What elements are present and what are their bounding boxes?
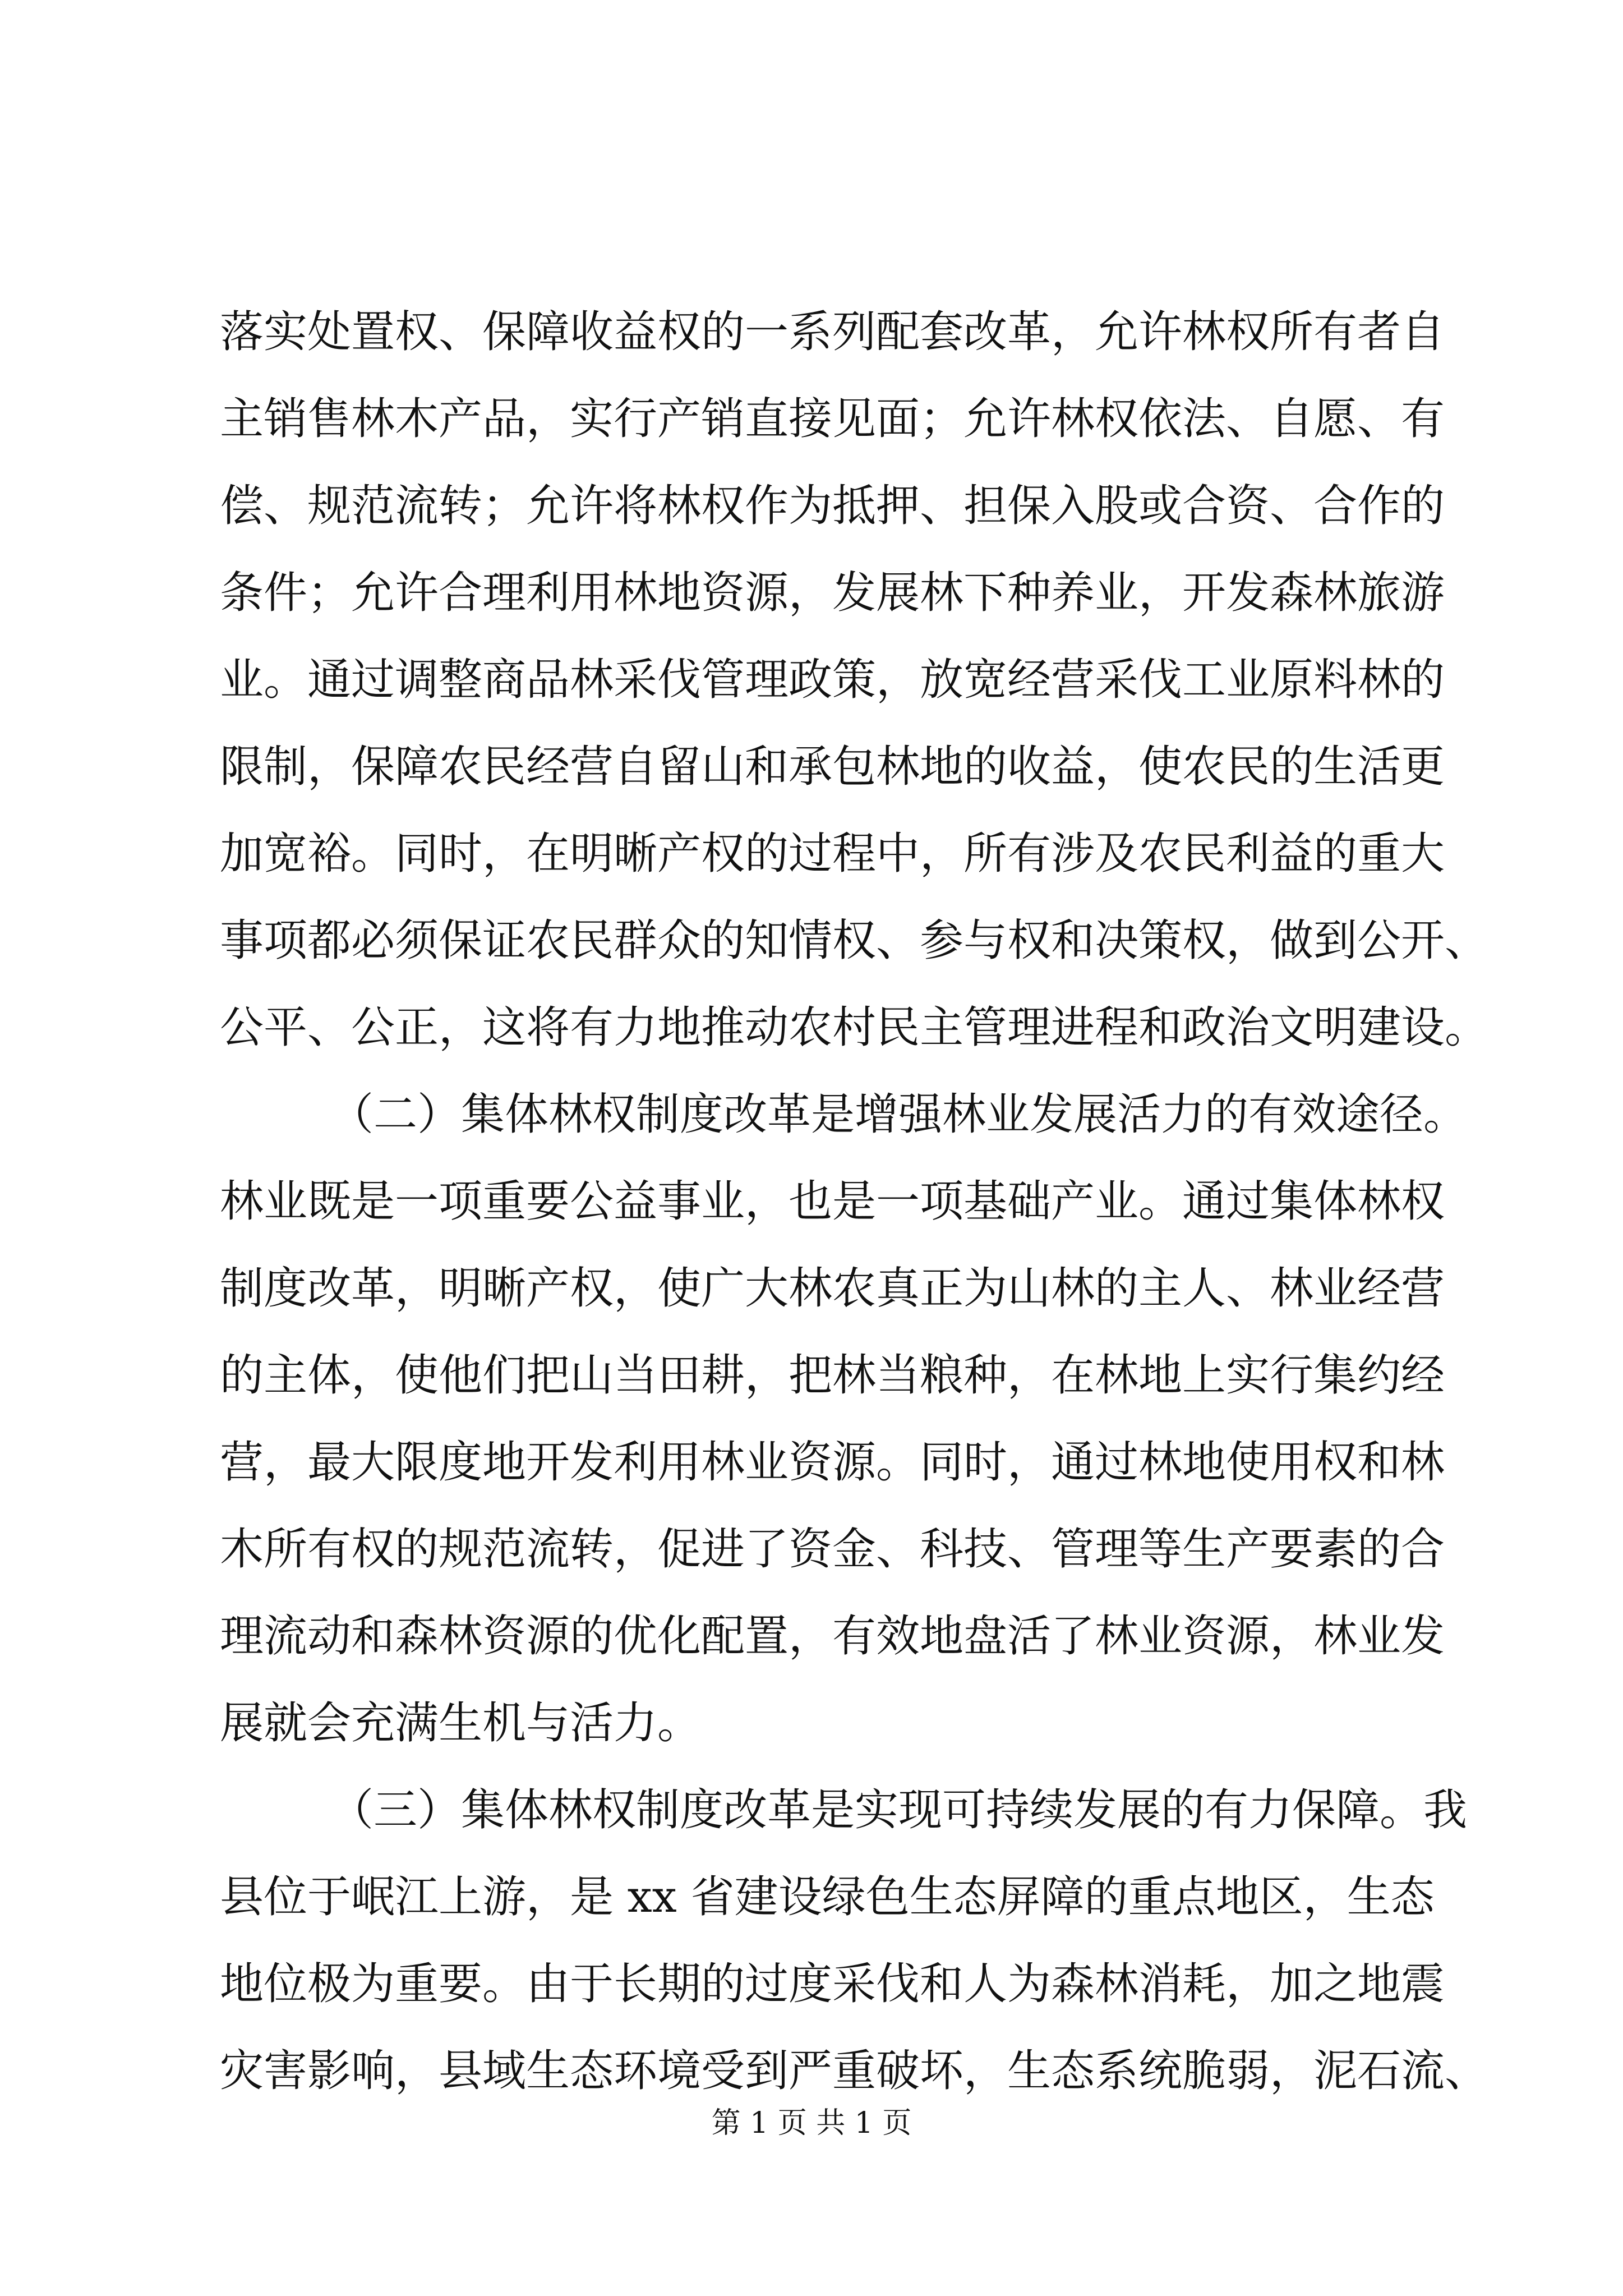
document-line: 的主体，使他们把山当田耕，把林当粮种，在林地上实行集约经 [220, 1350, 1445, 1401]
document-line: 加宽裕。同时，在明晰产权的过程中，所有涉及农民利益的重大 [220, 829, 1445, 879]
document-line: 灾害影响，县域生态环境受到严重破坏，生态系统脆弱，泥石流、 [220, 2046, 1489, 2096]
document-body [220, 289, 1489, 2115]
document-line: 理流动和森林资源的优化配置，有效地盘活了林业资源，林业发 [220, 1611, 1445, 1662]
document-line: （三）集体林权制度改革是实现可持续发展的有力保障。我 [330, 1785, 1468, 1835]
document-line: 事项都必须保证农民群众的知情权、参与权和决策权，做到公开、 [220, 915, 1489, 966]
document-line: 县位于岷江上游，是 xx 省建设绿色生态屏障的重点地区，生态 [220, 1872, 1435, 1922]
document-line: 制度改革，明晰产权，使广大林农真正为山林的主人、林业经营 [220, 1263, 1445, 1314]
document-line: 业。通过调整商品林采伐管理政策，放宽经营采伐工业原料林的 [220, 655, 1445, 705]
document-line: 条件；允许合理利用林地资源，发展林下种养业，开发森林旅游 [220, 568, 1445, 618]
document-line: 营，最大限度地开发利用林业资源。同时，通过林地使用权和林 [220, 1437, 1445, 1488]
document-line: 限制，保障农民经营自留山和承包林地的收益，使农民的生活更 [220, 742, 1445, 792]
document-line: （二）集体林权制度改革是增强林业发展活力的有效途径。 [330, 1089, 1468, 1140]
page-footer: 第 1 页 共 1 页 [711, 2106, 912, 2140]
document-line: 木所有权的规范流转，促进了资金、科技、管理等生产要素的合 [220, 1524, 1445, 1575]
document-line: 公平、公正，这将有力地推动农村民主管理进程和政治文明建设。 [220, 1002, 1489, 1053]
document-line: 落实处置权、保障收益权的一系列配套改革，允许林权所有者自 [220, 307, 1445, 357]
document-line: 林业既是一项重要公益事业，也是一项基础产业。通过集体林权 [220, 1176, 1445, 1227]
document-line: 主销售林木产品，实行产销直接见面；允许林权依法、自愿、有 [220, 394, 1445, 444]
document-line: 地位极为重要。由于长期的过度采伐和人为森林消耗，加之地震 [220, 1959, 1445, 2009]
document-line: 展就会充满生机与活力。 [220, 1698, 702, 1749]
document-line: 偿、规范流转；允许将林权作为抵押、担保入股或合资、合作的 [220, 481, 1445, 531]
